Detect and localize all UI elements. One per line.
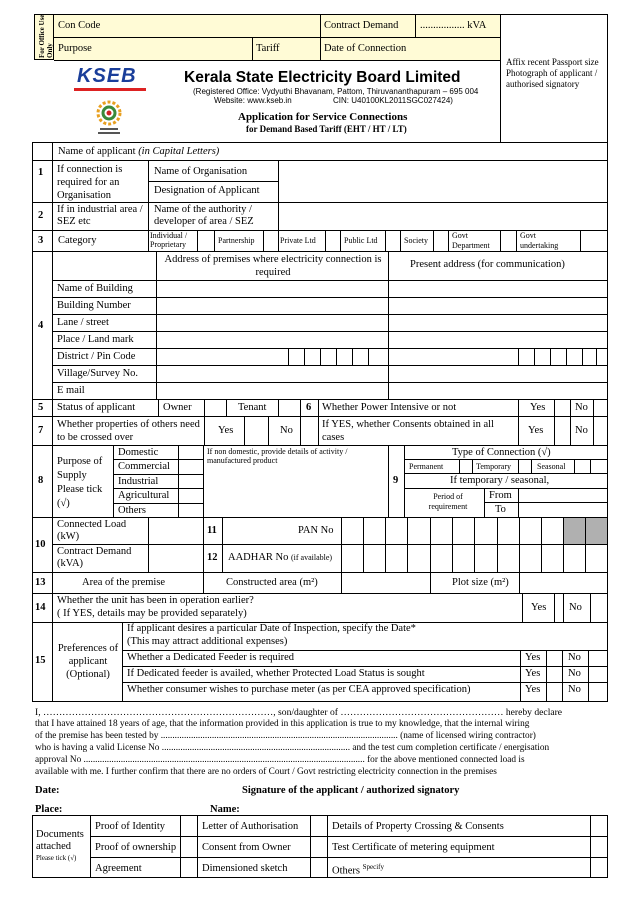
emblem-icon — [88, 96, 130, 138]
addr-field-lane: Lane / street — [57, 317, 109, 328]
present-address-header: Present address (for communication) — [410, 259, 565, 270]
form-title: Application for Service Connections — [238, 111, 408, 123]
declaration-line-6: available with me. I further confirm that there are no orders of Court / Govt restricting electricity connection in the premises — [35, 767, 497, 777]
feeder-yes: Yes — [525, 652, 541, 663]
meter-no: No — [568, 684, 581, 695]
crossing-yes: Yes — [218, 425, 234, 436]
place-label: Place: — [35, 804, 63, 815]
kva-field[interactable]: ................. kVA — [420, 20, 487, 31]
pref-protected-load: If Dedicated feeder is availed, whether Protected Load Status is sought — [127, 668, 425, 679]
pref-inspection-note: (This may attract additional expenses) — [127, 636, 288, 647]
name-of-applicant-label: Name of applicant (in Capital Letters) — [58, 146, 220, 157]
consents-yes: Yes — [528, 425, 544, 436]
purpose-commercial: Commercial — [118, 461, 170, 472]
row-number-8: 8 — [38, 475, 44, 486]
pan-label: PAN No — [298, 525, 334, 536]
row-number-9: 9 — [393, 475, 399, 486]
purpose-others: Others — [118, 505, 146, 516]
date-label: Date: — [35, 785, 60, 796]
declaration-line-5: approval No ......................................................................................................................... for the above mentioned connected load is — [35, 755, 525, 765]
signature-label: Signature of the applicant / authorized signatory — [242, 785, 460, 796]
row-number-10: 10 — [35, 539, 46, 550]
reg-office: (Registered Office: Vydyuthi Bhavanam, Pattom, Thiruvananthapuram – 695 004 — [193, 87, 479, 96]
form-subtitle: for Demand Based Tariff (EHT / HT / LT) — [246, 124, 407, 134]
pref-meter-purchase: Whether consumer wishes to purchase meter (as per CEA approved specification) — [127, 684, 471, 695]
consents-label: If YES, whether Consents obtained in all cases — [322, 419, 494, 443]
category-public-ltd: Public Ltd — [344, 236, 378, 245]
declaration-line-2: that I have attained 18 years of age, that the information provided in this application is true to my knowledge, that the internal wiring — [35, 719, 530, 729]
doc-dimensioned-sketch: Dimensioned sketch — [202, 863, 288, 874]
conn-seasonal: Seasonal — [537, 462, 566, 471]
row-number-1: 1 — [38, 167, 44, 178]
meter-yes: Yes — [525, 684, 541, 695]
category-individual: Individual / Proprietary — [150, 231, 188, 249]
name-label: Name: — [210, 804, 240, 815]
sez-authority-label: Name of the authority / developer of area / SEZ — [154, 204, 254, 227]
addr-field-building-name: Name of Building — [57, 283, 133, 294]
office-label-box — [34, 14, 54, 60]
status-label: Status of applicant — [57, 402, 136, 413]
purpose-industrial: Industrial — [118, 476, 159, 487]
operation-earlier-label: Whether the unit has been in operation earlier? — [57, 595, 254, 606]
purpose-agricultural: Agricultural — [118, 490, 170, 501]
doc-proof-identity: Proof of Identity — [95, 821, 165, 832]
kseb-logo — [74, 66, 146, 92]
con-code-label: Con Code — [58, 20, 101, 31]
area-label: Area of the premise — [82, 577, 166, 588]
conn-temporary: Temporary — [476, 462, 511, 471]
row-number-13: 13 — [35, 577, 46, 588]
power-intensive-label: Whether Power Intensive or not — [322, 402, 457, 413]
photo-placeholder[interactable]: Affix recent Passport size Photograph of applicant / authorised signatory — [506, 57, 599, 89]
power-yes: Yes — [530, 402, 546, 413]
doc-consent-owner: Consent from Owner — [202, 842, 291, 853]
addr-field-building-number: Building Number — [57, 300, 131, 311]
logo-text: KSEB — [77, 65, 137, 87]
org-title: Kerala State Electricity Board Limited — [184, 69, 461, 86]
feeder-no: No — [568, 652, 581, 663]
row-number-14: 14 — [35, 602, 46, 613]
documents-tick-hint: Please tick (√) — [36, 854, 77, 862]
operation-no: No — [569, 602, 582, 613]
contract-demand-field-label: Contract Demand (kVA) — [57, 546, 132, 569]
type-of-connection-label: Type of Connection (√) — [452, 447, 551, 458]
row-number-5: 5 — [38, 402, 44, 413]
row-number-2: 2 — [38, 210, 44, 221]
website: Website: www.kseb.in — [214, 96, 292, 105]
cin: CIN: U40100KL2011SGC027424) — [333, 96, 453, 105]
protected-yes: Yes — [525, 668, 541, 679]
category-society: Society — [404, 236, 428, 245]
designation-label: Designation of Applicant — [154, 185, 260, 196]
operation-details-label: ( If YES, details may be provided separately) — [57, 608, 247, 619]
preferences-label: Preferences of applicant (Optional) — [57, 643, 119, 680]
constructed-area-label: Constructed area (m²) — [226, 577, 318, 588]
doc-agreement: Agreement — [95, 863, 142, 874]
declaration-line-1: I, ………………………………………………………………, son/daughter of …………………………………………… hereby declare — [35, 707, 563, 718]
row-number-4: 4 — [38, 320, 44, 331]
row-number-15: 15 — [35, 655, 46, 666]
documents-attached-label: Documents attached — [36, 829, 84, 852]
addr-field-district-pin: District / Pin Code — [57, 351, 136, 362]
period-of-requirement: Period of requirement — [428, 492, 468, 511]
if-temporary-label: If temporary / seasonal, — [450, 475, 550, 486]
category-private-ltd: Private Ltd — [280, 236, 316, 245]
crossing-no: No — [280, 425, 293, 436]
category-partnership: Partnership — [218, 236, 255, 245]
industrial-area-label: If in industrial area / SEZ etc — [57, 204, 143, 227]
aadhar-label: AADHAR No (if available) — [228, 552, 333, 563]
connected-load-label: Connected Load (kW) — [57, 519, 127, 542]
row-number-3: 3 — [38, 235, 44, 246]
name-of-organisation-label: Name of Organisation — [154, 166, 248, 177]
non-domestic-details: If non domestic, provide details of activity / manufactured product — [207, 447, 348, 465]
pref-inspection-date: If applicant desires a particular Date of Inspection, specify the Date* — [127, 623, 416, 634]
date-of-connection-label: Date of Connection — [324, 43, 407, 54]
conn-permanent: Permanent — [409, 462, 444, 471]
status-tenant: Tenant — [238, 402, 267, 413]
row-number-12: 12 — [207, 552, 218, 563]
contract-demand-label: Contract Demand — [324, 20, 399, 31]
addr-field-email: E mail — [57, 385, 85, 396]
plot-size-label: Plot size (m²) — [452, 577, 509, 588]
org-connection-label: If connection is required for an Organisation — [57, 164, 123, 201]
crossing-label: Whether properties of others need to be crossed over — [57, 419, 200, 443]
row-number-6: 6 — [306, 402, 312, 413]
pref-dedicated-feeder: Whether a Dedicated Feeder is required — [127, 652, 295, 663]
status-owner: Owner — [163, 402, 192, 413]
period-from: From — [489, 490, 512, 501]
declaration-line-3: of the premise has been tested by ...................................................................................................... (name of licensed wiring contractor) — [35, 731, 536, 741]
purpose-domestic: Domestic — [118, 447, 159, 458]
doc-letter-authorisation: Letter of Authorisation — [202, 821, 299, 832]
doc-property-crossing: Details of Property Crossing & Consents — [332, 821, 504, 832]
declaration-line-4: who is having a valid License No ................................................................................. and the test cum completion certificate / energisation — [35, 743, 550, 753]
row-number-7: 7 — [38, 425, 44, 436]
period-to: To — [495, 504, 506, 515]
office-label: For Office Use Only — [38, 14, 54, 58]
consents-no: No — [575, 425, 588, 436]
tariff-label: Tariff — [256, 43, 280, 54]
power-no: No — [575, 402, 588, 413]
doc-others: Others $^{Specify}$ — [332, 863, 385, 877]
category-label: Category — [58, 235, 97, 246]
addr-field-village: Village/Survey No. — [57, 368, 139, 379]
premises-address-header: Address of premises where electricity connection is required — [164, 254, 382, 278]
doc-test-certificate: Test Certificate of metering equipment — [332, 842, 495, 853]
purpose-of-supply-label: Purpose of Supply Please tick (√) — [57, 456, 103, 509]
addr-field-landmark: Place / Land mark — [57, 334, 134, 345]
operation-yes: Yes — [531, 602, 547, 613]
purpose-label: Purpose — [58, 43, 92, 54]
doc-proof-ownership: Proof of ownership — [95, 842, 177, 853]
row-number-11: 11 — [207, 525, 217, 536]
category-govt-department: Govt Department — [452, 231, 490, 250]
category-govt-undertaking: Govt undertaking — [520, 231, 559, 250]
protected-no: No — [568, 668, 581, 679]
